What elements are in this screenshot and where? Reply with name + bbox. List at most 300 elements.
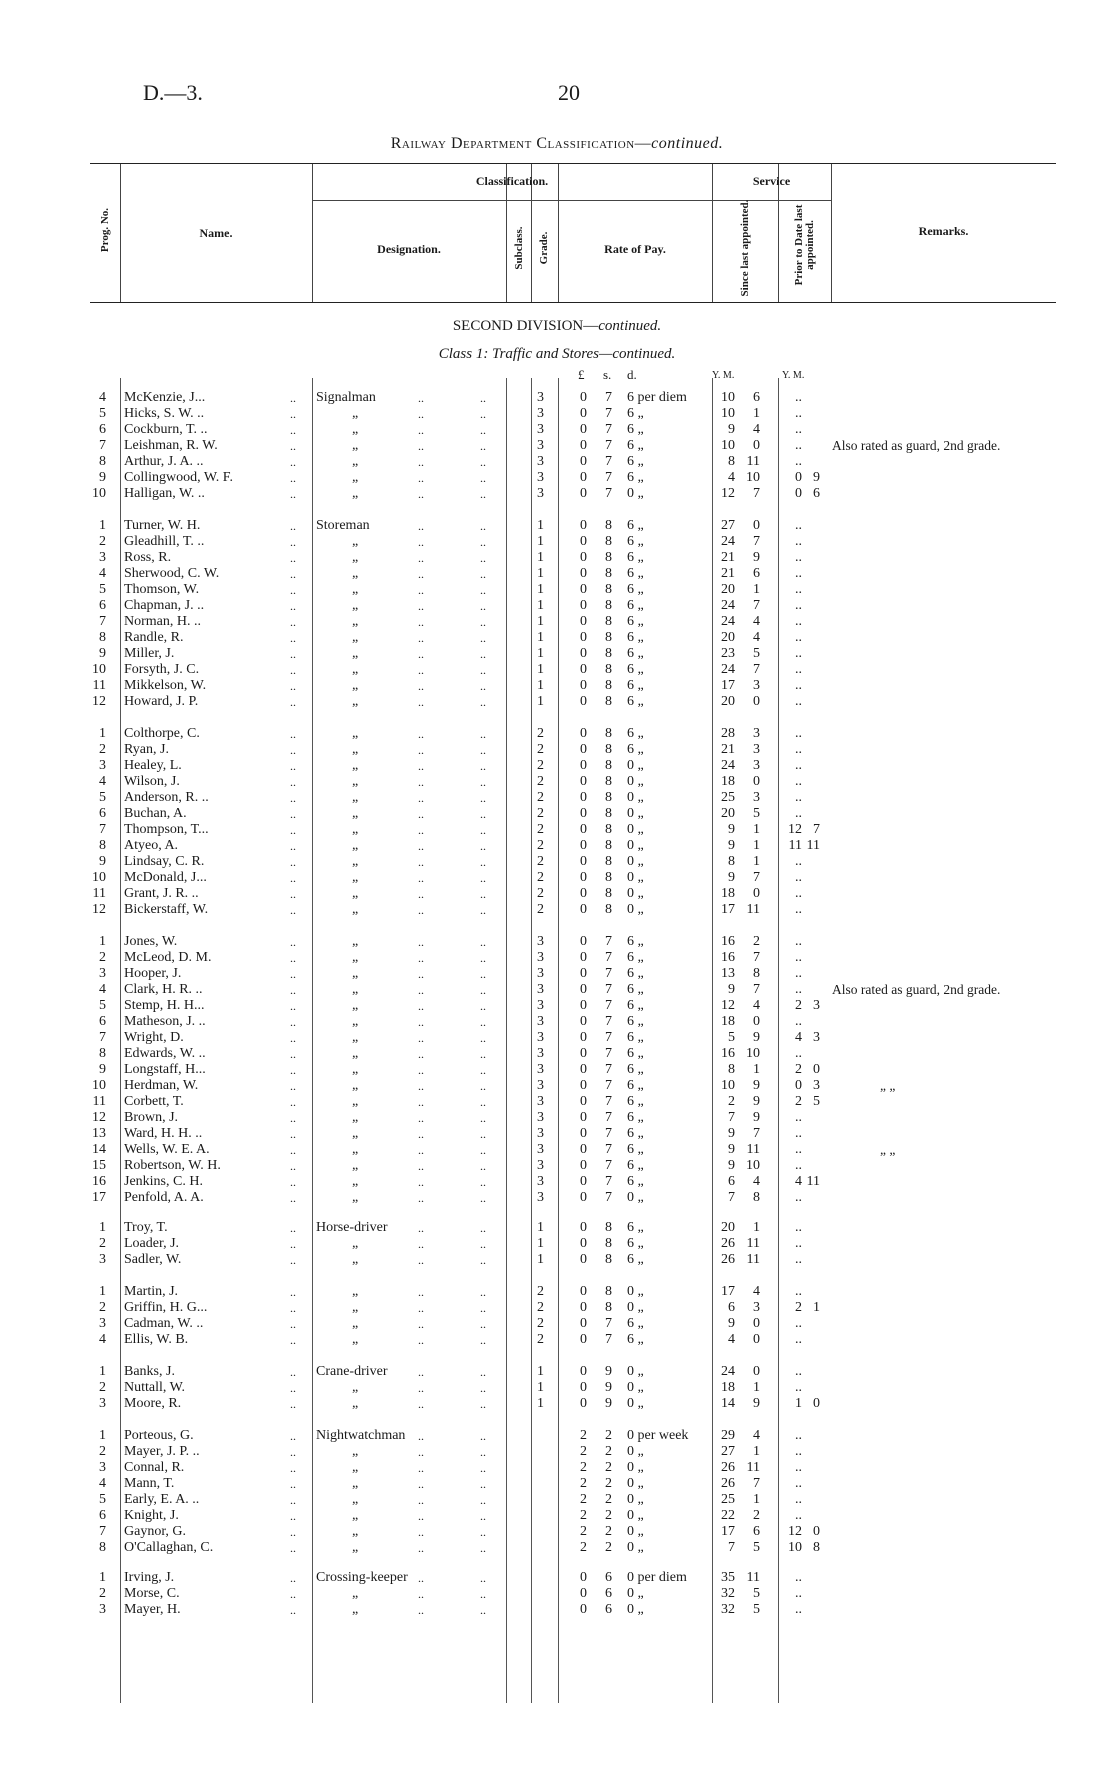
prior-months-cell [798,662,820,678]
leader-dots: .. [418,423,424,437]
grade-cell: 1 [537,1364,544,1379]
leader-dots: .. [480,1301,486,1315]
name-cell: McDonald, J... [124,870,207,885]
pence-rate-cell: 6 „ [627,694,644,709]
pounds-cell: 0 [580,1602,587,1617]
since-months-cell: 4 [753,1284,760,1299]
pence-rate-cell: 6 „ [627,518,644,533]
leader-dots: .. [418,1477,424,1491]
grade-cell: 3 [537,1046,544,1061]
pounds-cell: 0 [580,1284,587,1299]
prior-months-cell [798,566,820,582]
unit-pounds: £ [578,367,585,382]
name-cell: Ryan, J. [124,742,169,757]
prog-no-cell: 3 [99,1252,106,1267]
prior-months-cell [798,1236,820,1252]
designation-cell: „ [352,1030,359,1045]
leader-dots: .. [290,1063,296,1077]
prior-years-cell: .. [795,1220,802,1235]
shillings-cell: 8 [605,630,612,645]
prior-years-cell: .. [795,1190,802,1205]
prog-no-cell: 8 [99,1046,106,1061]
pence-rate-cell: 0 „ [627,1300,644,1315]
document-reference: D.—3. [143,80,203,105]
since-months-cell: 10 [746,470,760,485]
prior-months-cell [798,790,820,806]
prior-months-cell [798,1110,820,1126]
leader-dots: .. [480,951,486,965]
prior-months-cell [798,1014,820,1030]
leader-dots: .. [290,439,296,453]
prog-no-cell: 7 [99,822,106,837]
leader-dots: .. [480,567,486,581]
pence-rate-cell: 0 „ [627,486,644,501]
prog-no-cell: 12 [92,902,106,917]
shillings-cell: 7 [605,1062,612,1077]
since-years-cell: 24 [721,614,735,629]
name-cell: Mikkelson, W. [124,678,207,693]
pounds-cell: 0 [580,1110,587,1125]
shillings-cell: 2 [605,1476,612,1491]
shillings-cell: 2 [605,1508,612,1523]
pence-rate-cell: 0 „ [627,1492,644,1507]
since-months-cell: 5 [753,646,760,661]
prior-months-cell [798,598,820,614]
pence-rate-cell: 6 „ [627,1236,644,1251]
leader-dots: .. [290,871,296,885]
grade-cell: 3 [537,1126,544,1141]
leader-dots: .. [290,823,296,837]
pence-rate-cell: 6 „ [627,470,644,485]
prior-months-cell [798,646,820,662]
leader-dots: .. [290,1333,296,1347]
leader-dots: .. [290,727,296,741]
designation-cell: „ [352,598,359,613]
pence-rate-cell: 0 „ [627,1284,644,1299]
grade-cell: 3 [537,1030,544,1045]
since-years-cell: 8 [728,454,735,469]
since-years-cell: 35 [721,1570,735,1585]
prior-months-cell [798,454,820,470]
leader-dots: .. [290,775,296,789]
leader-dots: .. [290,1477,296,1491]
since-years-cell: 5 [728,1030,735,1045]
prior-years-cell: .. [795,1460,802,1475]
shillings-cell: 8 [605,678,612,693]
since-years-cell: 17 [721,1284,735,1299]
since-years-cell: 24 [721,598,735,613]
designation-cell: „ [352,1444,359,1459]
pence-rate-cell: 6 per diem [627,390,687,405]
name-cell: Healey, L. [124,758,182,773]
designation-cell: „ [352,1316,359,1331]
leader-dots: .. [418,951,424,965]
since-years-cell: 24 [721,1364,735,1379]
prior-years-cell: .. [795,742,802,757]
leader-dots: .. [480,903,486,917]
prior-years-cell: .. [795,598,802,613]
since-months-cell: 11 [746,1142,760,1157]
pence-rate-cell: 0 „ [627,1364,644,1379]
leader-dots: .. [480,871,486,885]
shillings-cell: 7 [605,390,612,405]
name-cell: Clark, H. R. .. [124,982,203,997]
pounds-cell: 0 [580,1586,587,1601]
prog-no-cell: 10 [92,486,106,501]
prior-months-cell [798,1126,820,1142]
prog-no-cell: 5 [99,1492,106,1507]
leader-dots: .. [418,1333,424,1347]
designation-cell: „ [352,662,359,677]
since-months-cell: 1 [753,1220,760,1235]
prog-no-cell: 10 [92,1078,106,1093]
leader-dots: .. [418,407,424,421]
pence-rate-cell: 0 „ [627,1508,644,1523]
pence-rate-cell: 6 „ [627,678,644,693]
since-months-cell: 0 [753,438,760,453]
grade-header: Grade. [538,231,550,265]
prior-months-cell [798,1316,820,1332]
prior-months-cell [798,1046,820,1062]
leader-dots: .. [480,983,486,997]
leader-dots: .. [480,1285,486,1299]
prog-no-cell: 4 [99,390,106,405]
pence-rate-cell: 6 „ [627,1220,644,1235]
grade-cell: 1 [537,598,544,613]
prior-months-cell [798,390,820,406]
pounds-cell: 0 [580,1174,587,1189]
pence-rate-cell: 6 „ [627,1030,644,1045]
since-months-cell: 7 [753,982,760,997]
pence-rate-cell: 6 „ [627,1158,644,1173]
since-years-cell: 17 [721,902,735,917]
prog-no-cell: 6 [99,1014,106,1029]
leader-dots: .. [290,1571,296,1585]
unit-ym-since: Y. M. [712,370,735,381]
division-heading: SECOND DIVISION—continued. [452,318,662,334]
grade-cell: 1 [537,678,544,693]
pounds-cell: 0 [580,790,587,805]
since-years-cell: 6 [728,1300,735,1315]
since-months-cell: 7 [753,870,760,885]
name-cell: Sadler, W. [124,1252,182,1267]
since-years-cell: 10 [721,1078,735,1093]
pence-rate-cell: 0 „ [627,886,644,901]
leader-dots: .. [418,871,424,885]
name-cell: Stemp, H. H... [124,998,205,1013]
prog-no-cell: 1 [99,1284,106,1299]
leader-dots: .. [480,791,486,805]
name-cell: Morse, C. [124,1586,180,1601]
prior-years-cell: .. [795,1014,802,1029]
pence-rate-cell: 0 „ [627,1586,644,1601]
prior-months-cell [798,694,820,710]
pounds-cell: 0 [580,934,587,949]
since-years-cell: 9 [728,838,735,853]
shillings-cell: 7 [605,470,612,485]
prior-months-cell [798,758,820,774]
prior-years-cell: 4 [795,1174,802,1189]
pounds-cell: 0 [580,1236,587,1251]
since-months-cell: 1 [753,822,760,837]
unit-shillings: s. [603,367,612,382]
leader-dots: .. [480,439,486,453]
prior-years-cell: .. [795,1570,802,1585]
leader-dots: .. [290,567,296,581]
prog-no-cell: 7 [99,614,106,629]
pounds-cell: 2 [580,1492,587,1507]
leader-dots: .. [418,727,424,741]
pence-rate-cell: 0 „ [627,1190,644,1205]
name-cell: Buchan, A. [124,806,187,821]
pounds-cell: 0 [580,454,587,469]
pounds-cell: 0 [580,1030,587,1045]
since-months-cell: 1 [753,1380,760,1395]
prior-years-cell: .. [795,966,802,981]
prog-no-cell: 4 [99,1476,106,1491]
leader-dots: .. [290,951,296,965]
prior-months-cell: 11 [806,1174,820,1189]
pence-rate-cell: 6 „ [627,982,644,997]
prog-no-cell: 9 [99,1062,106,1077]
prior-years-cell: .. [795,934,802,949]
prior-years-cell: .. [795,438,802,453]
prior-months-cell [798,1142,820,1158]
leader-dots: .. [290,423,296,437]
shillings-cell: 7 [605,966,612,981]
prior-years-cell: .. [795,1586,802,1601]
leader-dots: .. [480,1461,486,1475]
pence-rate-cell: 0 „ [627,902,644,917]
designation-cell: „ [352,870,359,885]
leader-dots: .. [480,663,486,677]
since-years-cell: 25 [721,1492,735,1507]
grade-cell: 3 [537,406,544,421]
prog-no-cell: 1 [99,1570,106,1585]
grade-cell: 3 [537,1110,544,1125]
name-cell: Sherwood, C. W. [124,566,220,581]
prior-years-cell: .. [795,1492,802,1507]
grade-cell: 3 [537,982,544,997]
pounds-cell: 0 [580,854,587,869]
grade-cell: 2 [537,1284,544,1299]
shillings-cell: 7 [605,1316,612,1331]
prior-years-cell: .. [795,1364,802,1379]
grade-cell: 1 [537,694,544,709]
leader-dots: .. [290,1191,296,1205]
shillings-cell: 8 [605,598,612,613]
prior-years-cell: 2 [795,1300,802,1315]
prior-months-cell [798,742,820,758]
name-cell: Early, E. A. .. [124,1492,200,1507]
prior-years-cell: 0 [795,486,802,501]
shillings-cell: 2 [605,1460,612,1475]
since-months-cell: 8 [753,1190,760,1205]
pence-rate-cell: 0 „ [627,790,644,805]
remarks-header: Remarks. [918,224,969,238]
prior-months-cell: 1 [813,1300,820,1315]
leader-dots: .. [418,1571,424,1585]
designation-cell: Horse-driver [316,1220,388,1235]
leader-dots: .. [290,1111,296,1125]
leader-dots: .. [290,471,296,485]
grade-cell: 3 [537,934,544,949]
leader-dots: .. [418,855,424,869]
designation-cell: „ [352,582,359,597]
since-years-cell: 2 [728,1094,735,1109]
name-cell: Herdman, W. [124,1078,199,1093]
prog-no-cell: 2 [99,1586,106,1601]
since-years-cell: 26 [721,1236,735,1251]
leader-dots: .. [290,983,296,997]
pence-rate-cell: 6 „ [627,1094,644,1109]
prior-years-cell: .. [795,406,802,421]
pence-rate-cell: 6 „ [627,1062,644,1077]
grade-cell: 3 [537,1014,544,1029]
designation-cell: „ [352,726,359,741]
prior-years-cell: .. [795,518,802,533]
leader-dots: .. [290,1285,296,1299]
prior-months-cell: 6 [813,486,820,501]
leader-dots: .. [418,1301,424,1315]
since-months-cell: 3 [753,758,760,773]
shillings-cell: 9 [605,1364,612,1379]
prior-years-cell: .. [795,886,802,901]
prog-no-cell: 3 [99,550,106,565]
prog-no-cell: 1 [99,1364,106,1379]
prog-no-cell: 12 [92,1110,106,1125]
classification-header: Classification. [475,174,549,188]
leader-dots: .. [290,1175,296,1189]
prior-years-cell: .. [795,774,802,789]
since-years-cell: 26 [721,1460,735,1475]
leader-dots: .. [480,1143,486,1157]
prior-months-cell [798,870,820,886]
prior-months-cell [798,1476,820,1492]
leader-dots: .. [480,1541,486,1555]
since-years-cell: 21 [721,550,735,565]
leader-dots: .. [290,855,296,869]
name-cell: Griffin, H. G... [124,1300,208,1315]
designation-cell: „ [352,774,359,789]
designation-cell: „ [352,614,359,629]
leader-dots: .. [480,1509,486,1523]
leader-dots: .. [418,1111,424,1125]
leader-dots: .. [480,423,486,437]
leader-dots: .. [480,1127,486,1141]
designation-cell: „ [352,1062,359,1077]
page-title: Railway Department Classification—continued. [390,135,724,152]
grade-cell: 2 [537,726,544,741]
prior-years-cell: 12 [788,822,802,837]
leader-dots: .. [480,807,486,821]
since-years-cell: 27 [721,518,735,533]
leader-dots: .. [480,391,486,405]
leader-dots: .. [290,935,296,949]
leader-dots: .. [418,439,424,453]
pence-rate-cell: 6 „ [627,966,644,981]
designation-cell: „ [352,1158,359,1173]
prior-years-cell: .. [795,1508,802,1523]
since-years-cell: 7 [728,1190,735,1205]
prior-months-cell: 5 [813,1094,820,1109]
pounds-cell: 0 [580,422,587,437]
since-years-cell: 9 [728,422,735,437]
pence-rate-cell: 6 „ [627,582,644,597]
leader-dots: .. [418,823,424,837]
grade-cell: 2 [537,854,544,869]
name-cell: Norman, H. .. [124,614,201,629]
prior-years-cell: .. [795,1158,802,1173]
shillings-cell: 8 [605,902,612,917]
since-years-cell: 20 [721,694,735,709]
prog-no-cell: 1 [99,1220,106,1235]
prior-months-cell [798,1444,820,1460]
prior-months-cell [798,1508,820,1524]
designation-cell: „ [352,1396,359,1411]
leader-dots: .. [480,631,486,645]
leader-dots: .. [290,551,296,565]
prior-years-cell: .. [795,1126,802,1141]
name-cell: Randle, R. [124,630,184,645]
leader-dots: .. [418,535,424,549]
leader-dots: .. [418,1159,424,1173]
prior-months-cell [798,1586,820,1602]
designation-cell: „ [352,1602,359,1617]
grade-cell: 2 [537,806,544,821]
name-cell: Irving, J. [124,1570,175,1585]
since-years-cell: 26 [721,1252,735,1267]
prior-months-cell [798,630,820,646]
leader-dots: .. [480,1381,486,1395]
prog-no-cell: 10 [92,870,106,885]
prog-no-cell: 4 [99,774,106,789]
designation-cell: „ [352,1284,359,1299]
leader-dots: .. [480,1253,486,1267]
shillings-cell: 7 [605,1046,612,1061]
grade-cell: 3 [537,1094,544,1109]
grade-cell: 2 [537,902,544,917]
prior-months-cell [798,678,820,694]
leader-dots: .. [480,1333,486,1347]
prog-no-cell: 7 [99,1524,106,1539]
pence-rate-cell: 0 „ [627,758,644,773]
prior-months-cell [798,518,820,534]
designation-cell: „ [352,822,359,837]
leader-dots: .. [480,855,486,869]
leader-dots: .. [480,583,486,597]
name-cell: O'Callaghan, C. [124,1540,214,1555]
prog-no-cell: 3 [99,966,106,981]
leader-dots: .. [418,743,424,757]
since-months-cell: 9 [753,1078,760,1093]
pounds-cell: 0 [580,806,587,821]
grade-cell: 2 [537,1316,544,1331]
since-years-cell: 4 [728,1332,735,1347]
leader-dots: .. [290,967,296,981]
prior-months-cell [798,1252,820,1268]
grade-cell: 1 [537,566,544,581]
pence-rate-cell: 0 „ [627,1444,644,1459]
pounds-cell: 0 [580,518,587,533]
grade-cell: 1 [537,630,544,645]
since-years-cell: 8 [728,854,735,869]
pounds-cell: 0 [580,982,587,997]
leader-dots: .. [418,839,424,853]
name-cell: Jenkins, C. H. [124,1174,203,1189]
prog-no-cell: 8 [99,454,106,469]
since-months-cell: 7 [753,950,760,965]
